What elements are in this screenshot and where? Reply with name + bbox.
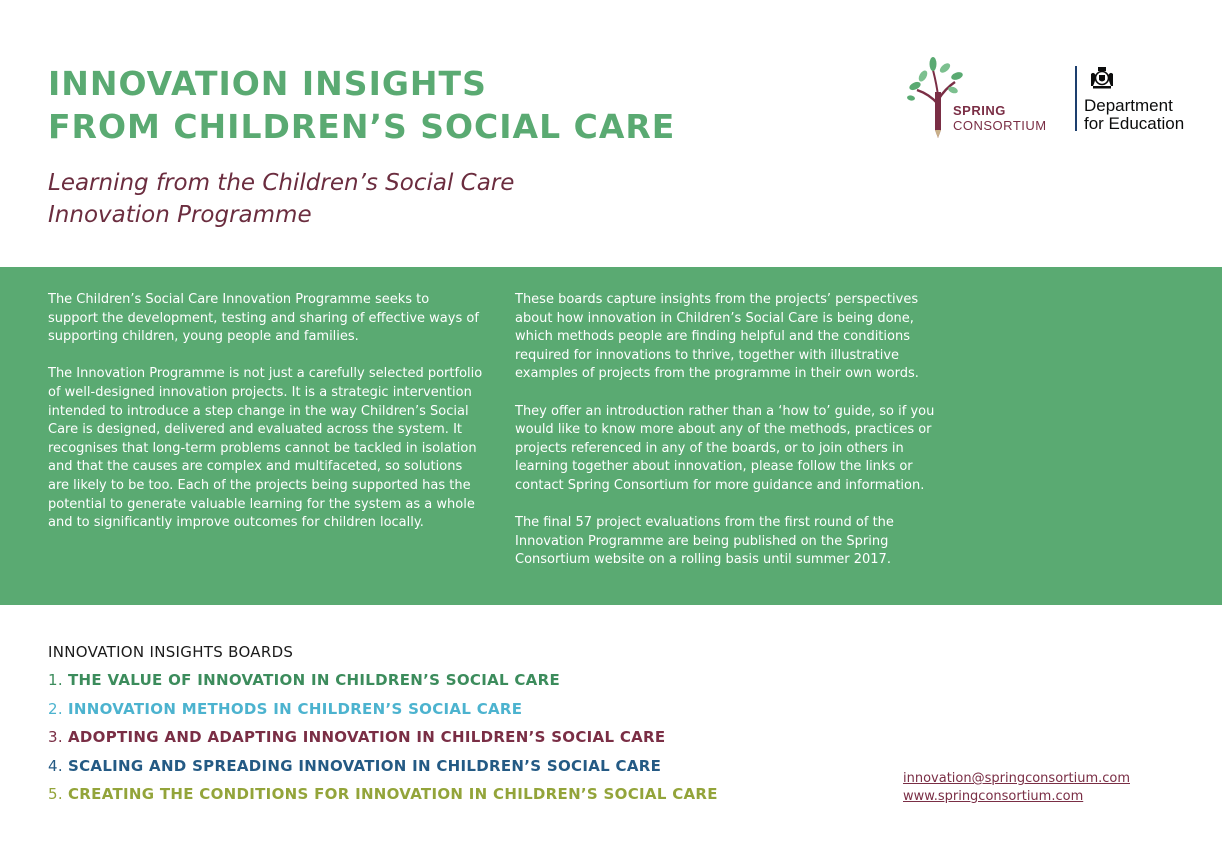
spring-wordmark-line-1: SPRING [953, 103, 1006, 118]
dfe-divider [1075, 66, 1077, 131]
email-link[interactable]: innovation@springconsortium.com [903, 771, 1130, 786]
intro-paragraph: The Innovation Programme is not just a carefully selected portfolio of well-designed innovation projects. It is a strategic intervention intended to introduce a step change in the way Children’s Social Care is designed, delivered and evaluated across the system. It recognises that long-term problems cannot be tackled in isolation and that the causes are complex and multifaceted, so solutions are likely to be too. Each of the projects being supported has the potential to generate valuable learning for the system as a whole and to significantly improve outcomes for children locally. [48, 366, 483, 531]
subtitle-line-1: Learning from the Children’s Social Care [48, 170, 515, 196]
board-title: INNOVATION METHODS IN CHILDREN’S SOCIAL CARE [68, 699, 523, 718]
intro-paragraph: These boards capture insights from the projects’ perspectives about how innovation in Children’s Social Care is being done, which methods people are finding helpful and the conditions required for innovations to thrive, together with illustrative examples of projects from the programme in their own words. [515, 292, 919, 382]
board-title: THE VALUE OF INNOVATION IN CHILDREN’S SOCIAL CARE [68, 671, 560, 689]
board-number: 5. [48, 785, 63, 804]
spring-consortium-logo [905, 52, 1060, 147]
page-title [48, 62, 675, 148]
board-item-1 [48, 670, 718, 699]
intro-right-column [515, 291, 945, 589]
board-item-3 [48, 727, 718, 756]
board-item-4 [48, 756, 718, 785]
dfe-wordmark-line-2: for Education [1084, 114, 1185, 133]
contact-links [903, 770, 1130, 806]
board-title: CREATING THE CONDITIONS FOR INNOVATION IN CHILDREN’S SOCIAL CARE [68, 785, 718, 804]
insights-boards-list [48, 642, 718, 813]
board-number: 3. [48, 728, 63, 747]
board-number: 4. [48, 756, 63, 775]
royal-crest-icon [1089, 66, 1115, 90]
spring-consortium-wordmark [953, 103, 1047, 133]
board-item-2 [48, 699, 718, 728]
board-number: 1. [48, 671, 63, 689]
dfe-logo [1075, 66, 1195, 136]
intro-band [0, 267, 1222, 605]
website-link[interactable]: www.springconsortium.com [903, 789, 1084, 804]
dfe-wordmark [1084, 97, 1184, 133]
page-subtitle [48, 167, 514, 231]
title-line-2: FROM CHILDREN’S SOCIAL CARE [48, 107, 676, 146]
intro-paragraph: The final 57 project evaluations from the first round of the Innovation Programme are being published on the Spring Consortium website on a rolling basis until summer 2017. [515, 515, 894, 568]
board-title: ADOPTING AND ADAPTING INNOVATION IN CHILDREN’S SOCIAL CARE [68, 728, 666, 747]
board-item-5 [48, 784, 718, 813]
subtitle-line-2: Innovation Programme [48, 202, 312, 228]
dfe-wordmark-line-1: Department [1084, 96, 1173, 115]
intro-left-column [48, 291, 483, 551]
spring-wordmark-line-2: CONSORTIUM [953, 118, 1047, 133]
board-number: 2. [48, 699, 63, 718]
intro-paragraph: The Children’s Social Care Innovation Programme seeks to support the development, testing and sharing of effective ways of supporting children, young people and families. [48, 292, 479, 345]
intro-paragraph: They offer an introduction rather than a ‘how to’ guide, so if you would like to know more about any of the methods, practices or projects referenced in any of the boards, or to join others in learning together about innovation, please follow the links or contact Spring Consortium for more guidance and information. [515, 403, 935, 493]
boards-heading: INNOVATION INSIGHTS BOARDS [48, 643, 294, 661]
board-title: SCALING AND SPREADING INNOVATION IN CHILDREN’S SOCIAL CARE [68, 756, 662, 775]
title-line-1: INNOVATION INSIGHTS [48, 64, 487, 103]
